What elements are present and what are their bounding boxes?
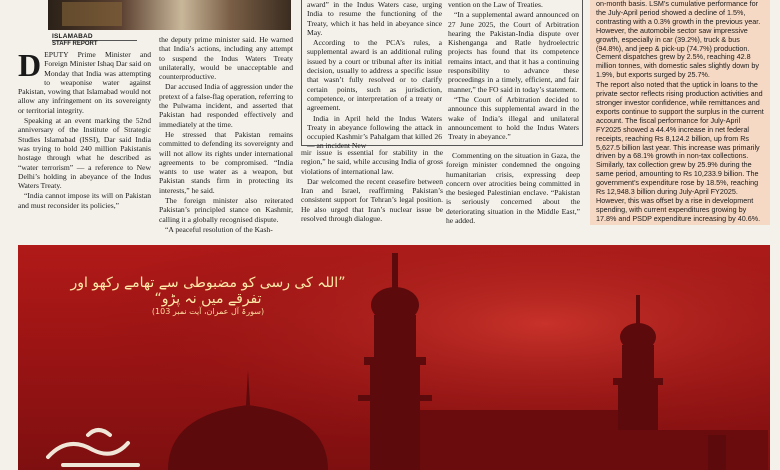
paragraph: “India cannot impose its will on Pakistan and must reconsider its policies,”	[18, 191, 151, 210]
article-column-4-top	[448, 0, 579, 142]
paragraph: He stressed that Pakistan remains committed to defending its sovereignty and will not allow its rights under international agreements to be compromised. “India wants to use water as a weapon, but Pakistan stands firm in protecting its interests,” he said.	[159, 129, 293, 195]
article-column-4-bottom	[446, 151, 580, 226]
paragraph: Commenting on the situation in Gaza, the foreign minister condemned the ongoing humanitarian crisis, expressing deep concern over atrocities being committed in the besieged Palestinian enclave. “Pakistan is seriously concerned about the deteriorating situation in the Middle East,” he added.	[446, 151, 580, 226]
paragraph: mir issue is essential for stability in the region,” he said, while accusing India of gross violations of international law.	[301, 148, 443, 176]
article-photo	[48, 0, 291, 30]
paragraph: vention on the Law of Treaties.	[448, 0, 543, 9]
paragraph: The report also noted that the uptick in loans to the private sector reflects rising production activities and stronger investor confidence, while remittances and exports continue to support the surplus in the current account. The fiscal performance for July-April FY2025 showed a 44.4% increase in net federal receipts, reaching Rs 8,124.2 billion, up from Rs 5,627.5 billion last year. This increase was primarily driven by a 68.1% growth in non-tax collections. Similarly, tax collection grew by 25.9% during the same period, amounting to Rs 10,233.9 billion. The government’s expenditure rose by 18.5%, reaching Rs 12,948.3 billion during July-April FY2025. However, this was offset by a rise in development spending, with current expenditures growing by 17.8% and PSDP expenditure increasing by 40.6%.	[596, 80, 764, 223]
paragraph: According to the PCA’s rules, a supplemental award is an additional ruling issued by a court or tribunal after its initial decision, usually to address a specific issue that wasn’t fully resolved or to clarify certain points, such as jurisdiction, competence, or interpretation of a treaty or agreement.	[307, 38, 442, 113]
byline: STAFF REPORT	[52, 41, 98, 47]
box-rule	[301, 0, 302, 145]
paragraph: “In a supplemental award announced on 27 June 2025, the Court of Arbitration hearing the Pakistan-India dispute over Kishenganga and Ratle hydroelectric projects has found that its competence remains intact, and that it has a continuing responsibility to advance these proceedings in a timely, efficient, and fair manner,” the FO said in today’s statement.	[448, 10, 579, 94]
paragraph: Dar accused India of aggression under the pretext of a false-flag operation, referring to the Pulwama incident, and asserted that Pakistan had responded effectively and immediately at the time.	[159, 82, 293, 129]
shrine-wall	[538, 430, 768, 470]
paragraph: “A peaceful resolution of the Kash-	[165, 224, 273, 234]
paragraph: Speaking at an event marking the 52nd anniversary of the Institute of Strategic Studies Islamabad (ISSI), Dar said India was trying to hold 240 million Pakistanis hostage through what he described as “water terrorism” — a reference to New Delhi’s holding in abeyance of the Indus Waters Treaty.	[18, 116, 151, 191]
paragraph: award” in the Indus Waters case, urging India to resume the functioning of the Treaty, which it has held in abeyance since May.	[307, 0, 442, 37]
urdu-quote: ”اللہ کی رسی کو مضبوطی سے تھامے رکھو اور تفرقے میں نہ پڑو“	[70, 275, 346, 307]
dateline: ISLAMABAD	[52, 33, 93, 40]
economy-box	[590, 0, 770, 225]
urdu-reference: (سورۃ آل عمران، آیت نمبر 103)	[151, 307, 265, 316]
small-tower	[708, 435, 726, 470]
paragraph: The foreign minister also reiterated Pakistan’s principled stance on Kashmir, calling it a globally recognised dispute.	[159, 196, 293, 224]
box-rule	[582, 0, 583, 146]
paragraph: “The Court of Arbitration decided to announce this supplemental award in the wake of India’s illegal and unilateral announcement to hold the Indus Waters Treaty in abeyance.”	[448, 94, 579, 142]
economy-text	[596, 0, 765, 225]
advertisement-banner	[18, 245, 770, 470]
article-column-2	[159, 35, 293, 235]
article-column-3-bottom	[301, 148, 443, 224]
paragraph: on-month basis. LSM’s cumulative performance for the July-April period showed a decline of 1.5%, contrasting with a 0.3% growth in the previous year. However, the automobile sector saw impressive growth, especially in car (39.2%), truck & bus (94.8%), and jeep & pick-up (74.7%) production. Cement dispatches grew by 2.5%, reaching 42.8 million tonnes, with domestic sales slightly down by 1.9%, but exports surged by 25.7%.	[596, 0, 761, 80]
paragraph: the deputy prime minister said. He warned that India’s actions, including any attempt to suspend the Indus Waters Treaty unilaterally, would be unacceptable and counterproductive.	[159, 35, 293, 82]
paragraph: Dar welcomed the recent ceasefire between Iran and Israel, reaffirming Pakistan’s consistent support for Tehran’s legal position. He also urged that Iran’s nuclear issue be resolved through dialogue.	[301, 176, 443, 224]
paragraph: India in April held the Indus Waters Treaty in abeyance following the attack in occupied Kashmir’s Pahalgam that killed 26 — an incident New	[307, 113, 442, 151]
drop-cap: D	[18, 47, 42, 83]
lead-paragraph: DEPUTY Prime Minister and Foreign Minister Ishaq Dar said on Monday that India was attempting to weaponise water against Pakistan, vowing that Islamabad would not allow any infringement on its sovereignty or territorial integrity.	[18, 47, 151, 115]
box-rule	[444, 145, 582, 146]
article-column-1	[18, 47, 151, 211]
article-column-3-top	[307, 0, 442, 152]
